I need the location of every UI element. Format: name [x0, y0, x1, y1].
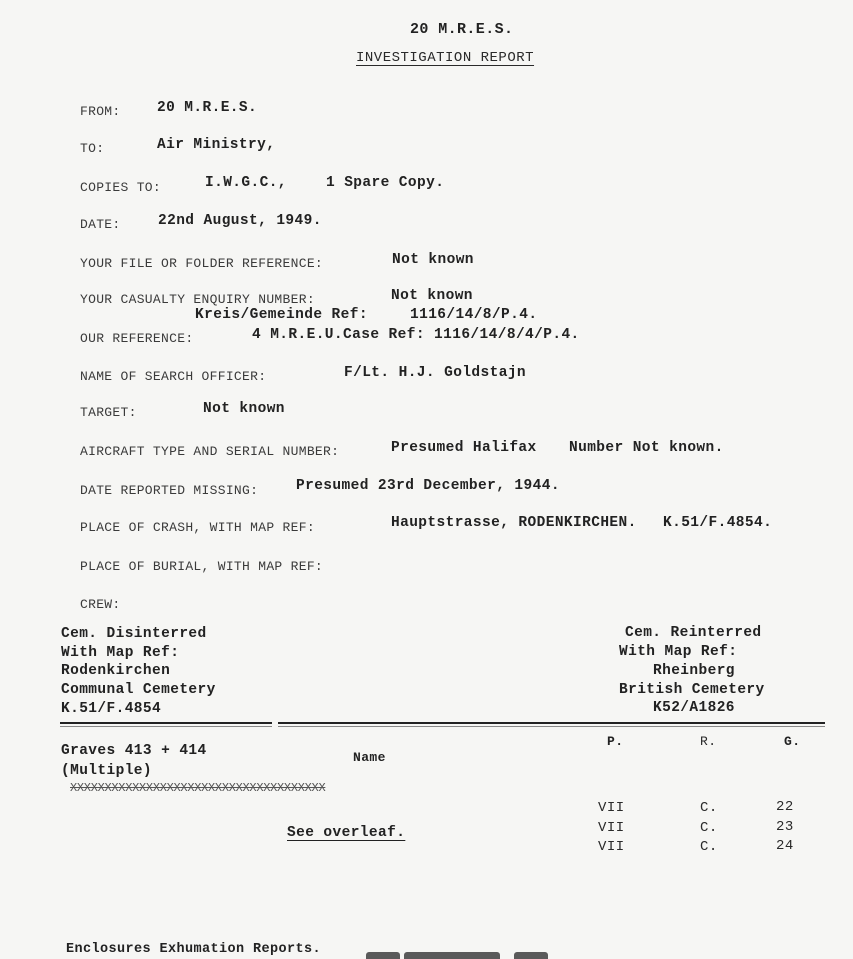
- see-overleaf: See overleaf.: [287, 825, 406, 841]
- rule-right: [278, 722, 825, 724]
- copies-value-1: I.W.G.C.,: [205, 175, 287, 191]
- scan-tab: [514, 952, 548, 959]
- enclosures-note: Enclosures Exhumation Reports.: [66, 942, 322, 957]
- kreis-value: 1116/14/8/P.4.: [410, 307, 538, 323]
- burial-label: PLACE OF BURIAL, WITH MAP REF:: [80, 559, 324, 574]
- crash-value-2: K.51/F.4854.: [663, 515, 773, 531]
- unit-heading: 20 M.R.E.S.: [410, 21, 514, 38]
- kreis-label: Kreis/Gemeinde Ref:: [195, 307, 368, 323]
- r-column-header: R.: [700, 734, 717, 749]
- p-column-header: P.: [607, 734, 624, 749]
- our-ref-value: 4 M.R.E.U.Case Ref: 1116/14/8/4/P.4.: [252, 327, 580, 343]
- disinterred-line: K.51/F.4854: [61, 701, 162, 717]
- name-column-header: Name: [353, 750, 386, 765]
- g-column-header: G.: [784, 734, 801, 749]
- scan-tab: [366, 952, 400, 959]
- row-grave: 22: [776, 799, 794, 815]
- row-plot: VII: [598, 800, 625, 816]
- date-label: DATE:: [80, 217, 121, 232]
- target-label: TARGET:: [80, 405, 137, 420]
- from-label: FROM:: [80, 104, 121, 119]
- search-officer-label: NAME OF SEARCH OFFICER:: [80, 369, 267, 384]
- aircraft-value-1: Presumed Halifax: [391, 440, 537, 456]
- casualty-label: YOUR CASUALTY ENQUIRY NUMBER:: [80, 292, 315, 307]
- reinterred-line: Cem. Reinterred: [625, 625, 762, 641]
- copies-label: COPIES TO:: [80, 180, 162, 195]
- row-row: C.: [700, 800, 718, 816]
- reinterred-line: With Map Ref:: [619, 644, 738, 660]
- search-officer-value: F/Lt. H.J. Goldstajn: [344, 365, 527, 381]
- missing-value: Presumed 23rd December, 1944.: [296, 478, 560, 494]
- casualty-value: Not known: [391, 288, 473, 304]
- row-row: C.: [700, 820, 718, 836]
- file-ref-value: Not known: [392, 252, 474, 268]
- rule-left: [60, 722, 272, 724]
- crash-label: PLACE OF CRASH, WITH MAP REF:: [80, 520, 315, 535]
- crew-label: CREW:: [80, 597, 121, 612]
- to-label: TO:: [80, 141, 105, 156]
- row-grave: 23: [776, 819, 794, 835]
- target-value: Not known: [203, 401, 285, 417]
- scan-tab: [404, 952, 500, 959]
- file-ref-label: YOUR FILE OR FOLDER REFERENCE:: [80, 256, 324, 271]
- from-value: 20 M.R.E.S.: [157, 100, 258, 116]
- rule-left-thin: [60, 726, 272, 727]
- aircraft-label: AIRCRAFT TYPE AND SERIAL NUMBER:: [80, 444, 340, 459]
- reinterred-line: K52/A1826: [653, 700, 735, 716]
- reinterred-line: Rheinberg: [653, 663, 735, 679]
- row-plot: VII: [598, 820, 625, 836]
- copies-value-2: 1 Spare Copy.: [326, 175, 445, 191]
- to-value: Air Ministry,: [157, 137, 276, 153]
- multiple-label: (Multiple): [61, 763, 153, 779]
- row-grave: 24: [776, 838, 794, 854]
- disinterred-line: With Map Ref:: [61, 645, 180, 661]
- date-value: 22nd August, 1949.: [158, 213, 322, 229]
- graves-label: Graves 413 + 414: [61, 743, 207, 759]
- report-title: INVESTIGATION REPORT: [356, 50, 535, 66]
- disinterred-line: Cem. Disinterred: [61, 626, 207, 642]
- reinterred-line: British Cemetery: [619, 682, 765, 698]
- disinterred-line: Communal Cemetery: [61, 682, 216, 698]
- our-ref-label: OUR REFERENCE:: [80, 331, 194, 346]
- missing-label: DATE REPORTED MISSING:: [80, 483, 259, 498]
- rule-right-thin: [278, 726, 825, 727]
- crash-value-1: Hauptstrasse, RODENKIRCHEN.: [391, 515, 637, 531]
- row-plot: VII: [598, 839, 625, 855]
- aircraft-value-2: Number Not known.: [569, 440, 724, 456]
- row-row: C.: [700, 839, 718, 855]
- struck-out-line: XXXXXXXXXXXXXXXXXXXXXXXXXXXXXXXXXXXXX: [70, 781, 326, 795]
- disinterred-line: Rodenkirchen: [61, 663, 171, 679]
